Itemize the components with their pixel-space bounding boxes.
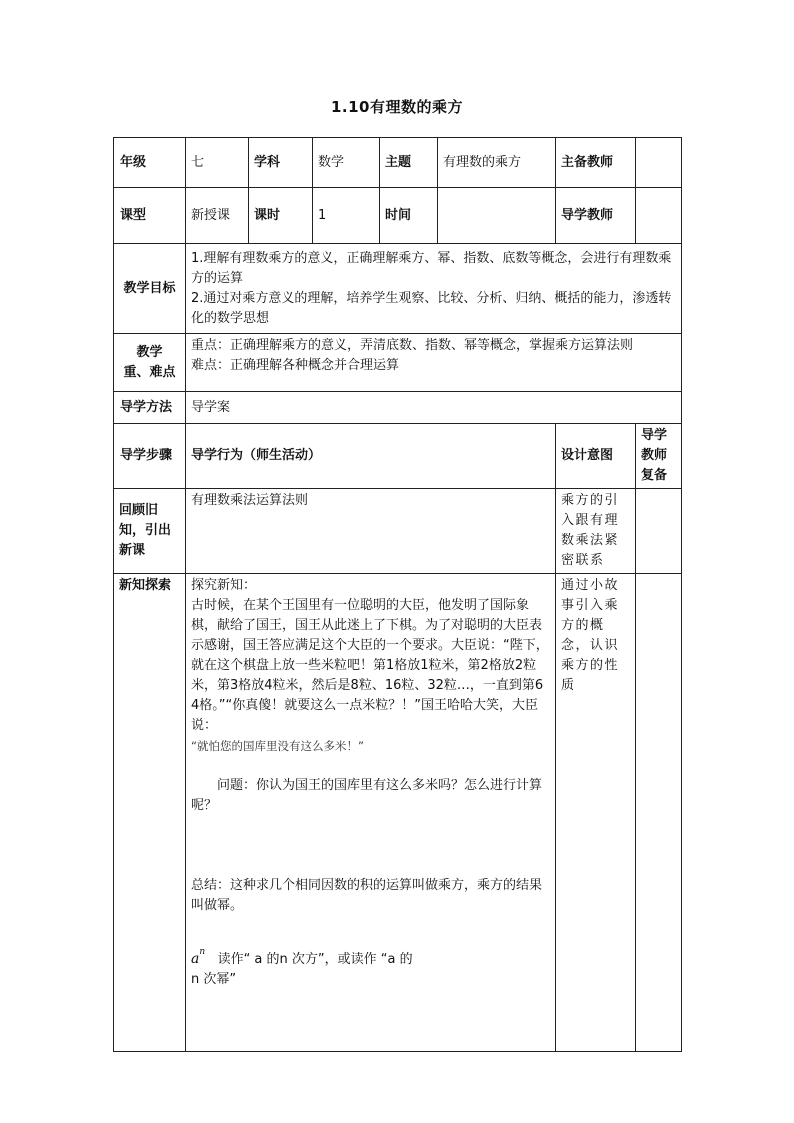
type-label: 课型	[114, 188, 186, 244]
time-value	[438, 188, 556, 244]
explore-action	[186, 574, 556, 1052]
hours-label: 课时	[249, 188, 313, 244]
key-points-label-line2: 重、难点	[123, 364, 176, 380]
review-intent: 乘方的引入跟有理数乘法紧密联系	[556, 489, 636, 574]
lesson-plan-table	[113, 137, 682, 1052]
type-value: 新授课	[186, 188, 249, 244]
explore-label: 新知探索	[114, 574, 186, 1052]
key-points-row	[114, 334, 682, 392]
formula-exponent: n	[199, 947, 206, 957]
subject-label: 学科	[249, 138, 313, 188]
key-points-label-line1: 教学	[136, 344, 163, 360]
difficult-point: 难点：正确理解各种概念并合理运算	[191, 358, 400, 373]
formula-reading-cont: n 次幂”	[191, 972, 237, 987]
subject-value: 数学	[313, 138, 380, 188]
explore-quote: “就怕您的国库里没有这么多米！”	[191, 739, 364, 753]
formula-line	[191, 942, 550, 970]
goals-label: 教学目标	[114, 244, 186, 334]
goal-2: 2.通过对乘方意义的理解，培养学生观察、比较、分析、归纳、概括的能力，渗透转化的数学思想	[191, 290, 672, 326]
info-row-1	[114, 138, 682, 188]
explore-intent: 通过小故事引入乘方的概念，认识乘方的性质	[556, 574, 636, 1052]
grade-label: 年级	[114, 138, 186, 188]
topic-label: 主题	[380, 138, 438, 188]
goals-row	[114, 244, 682, 334]
method-label: 导学方法	[114, 392, 186, 424]
goals-content	[186, 244, 682, 334]
main-teacher-label: 主备教师	[556, 138, 636, 188]
review-header: 导学教师复备	[636, 424, 682, 489]
explore-story: 古时候，在某个王国里有一位聪明的大臣，他发明了国际象棋，献给了国王，国王从此迷上了下棋。为了对聪明的大臣表示感谢，国王答应满足这个大臣的一个要求。大臣说：“陛下，就在这个棋盘上放一些米粒吧！第1格放1粒米，第2格放2粒米，第3格放4粒米，然后是8粒、16粒、32粒…，一直到第64格。”“你真傻！就要这么一点米粒？！”国王哈哈大笑，大臣说：	[191, 598, 549, 733]
review-label: 回顾旧知，引出新课	[114, 489, 186, 574]
time-label: 时间	[380, 188, 438, 244]
action-header: 导学行为（师生活动）	[186, 424, 556, 489]
key-point: 重点：正确理解乘方的意义，弄清底数、指数、幂等概念，掌握乘方运算法则	[191, 338, 634, 353]
info-row-2	[114, 188, 682, 244]
review-action: 有理数乘法运算法则	[186, 489, 556, 574]
explore-summary: 总结：这种求几个相同因数的积的运算叫做乘方，乘方的结果叫做幂。	[191, 878, 543, 913]
steps-header-row	[114, 424, 682, 489]
hours-value: 1	[313, 188, 380, 244]
review-row	[114, 489, 682, 574]
explore-remarks	[636, 574, 682, 1052]
explore-intro: 探究新知：	[191, 578, 257, 593]
grade-value: 七	[186, 138, 249, 188]
review-remarks	[636, 489, 682, 574]
explore-row	[114, 574, 682, 1052]
formula-reading: 读作“ a 的n 次方”，或读作 “a 的	[217, 952, 413, 967]
formula-base: a	[191, 951, 200, 967]
intent-header: 设计意图	[556, 424, 636, 489]
explore-question: 问题：你认为国王的国库里有这么多米吗？怎么进行计算呢？	[191, 778, 543, 813]
goal-1: 1.理解有理数乘方的意义，正确理解乘方、幂、指数、底数等概念，会进行有理数乘方的运算	[191, 250, 672, 286]
method-row	[114, 392, 682, 424]
guide-teacher-value	[636, 188, 682, 244]
page-title: 1.10有理数的乘方	[330, 98, 463, 116]
step-header: 导学步骤	[114, 424, 186, 489]
method-value: 导学案	[186, 392, 682, 424]
key-points-label	[114, 334, 186, 392]
main-teacher-value	[636, 138, 682, 188]
topic-value: 有理数的乘方	[438, 138, 556, 188]
key-points-content	[186, 334, 682, 392]
guide-teacher-label: 导学教师	[556, 188, 636, 244]
